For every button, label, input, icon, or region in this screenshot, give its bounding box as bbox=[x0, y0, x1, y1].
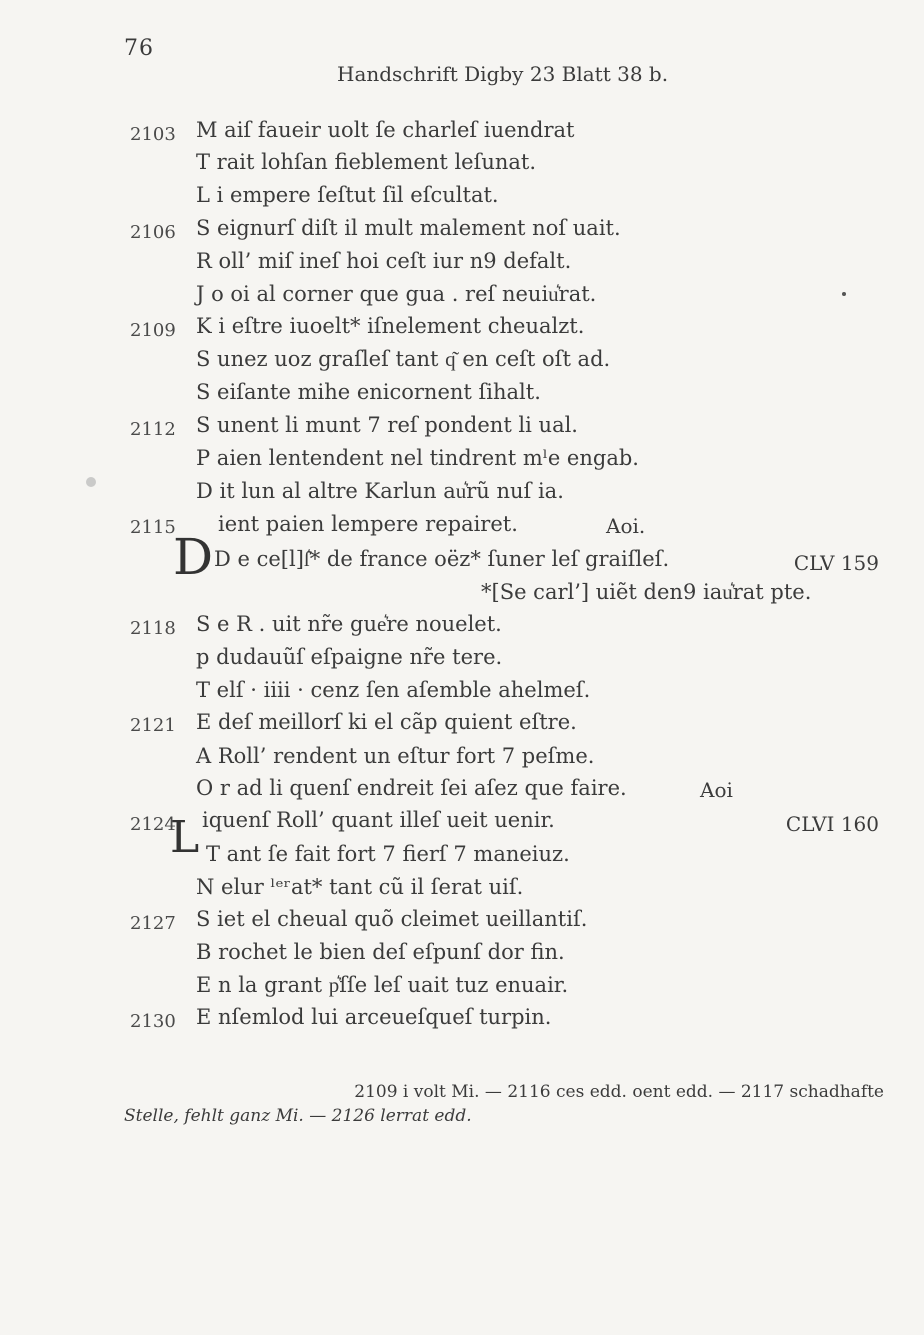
line-number: 2112 bbox=[130, 419, 176, 440]
verse-line: T rait lohſan fieblement leſunat. bbox=[196, 150, 537, 174]
verse-line: S iet el cheual quõ cleimet ueillantiſ. bbox=[196, 907, 588, 931]
verse-line: E nſemlod lui arceueſqueſ turpin. bbox=[196, 1005, 552, 1029]
verse-line: M aiſ faueir uolt ſe charleſ iuendrat bbox=[196, 118, 575, 142]
line-number: 2115 bbox=[130, 517, 176, 538]
paper-smudge bbox=[86, 477, 96, 487]
verse-line: K i eſtre iuoelt* iſnelement cheualzt. bbox=[196, 314, 585, 338]
aoi-mark: Aoi bbox=[700, 778, 733, 802]
verse-line: *[Se carl’] uiẽt den9 iau͛rat pte. bbox=[481, 580, 812, 604]
verse-line: T ant ſe fait fort 7 fierſ 7 maneiuz. bbox=[206, 842, 570, 866]
verse-line: S eignurſ diſt il mult malement noſ uait. bbox=[196, 216, 621, 240]
verse-line: D it lun al altre Karlun au͛rũ nuſ ia. bbox=[196, 479, 564, 503]
verse-line: L i empere ſeſtut ſil eſcultat. bbox=[196, 183, 499, 207]
line-number: 2124 bbox=[130, 814, 176, 835]
footnotes bbox=[124, 1080, 884, 1128]
verse-line: iquenſ Roll’ quant illeſ ueit uenir. bbox=[202, 808, 555, 832]
margin-dot bbox=[842, 292, 846, 296]
line-number: 2103 bbox=[130, 124, 176, 145]
page-number: 76 bbox=[124, 36, 154, 61]
line-number: 2127 bbox=[130, 913, 176, 934]
running-head: Handschrift Digby 23 Blatt 38 b. bbox=[337, 62, 669, 86]
verse-line: B rochet le bien deſ eſpunſ dor fin. bbox=[196, 940, 565, 964]
verse-line: R oll’ miſ ineſ hoi ceſt iur n9 defalt. bbox=[196, 249, 572, 273]
line-number: 2109 bbox=[130, 320, 176, 341]
verse-line: D e ce[l]ſ͛* de france oëz* ſuner leſ graiſleſ. bbox=[214, 547, 670, 571]
aoi-mark: Aoi. bbox=[606, 514, 646, 538]
side-reference: CLVI 160 bbox=[785, 812, 879, 836]
verse-line: S unez uoz graſleſ tant q͂ en ceſt oſt ad. bbox=[196, 347, 611, 371]
verse-line: O r ad li quenſ endreit ſei aſez que faire. bbox=[196, 776, 627, 800]
footnote-line: Stelle, fehlt ganz Mi. — 2126 lerrat edd. bbox=[124, 1106, 472, 1126]
verse-line: p dudauũſ eſpaigne nr̃e tere. bbox=[196, 645, 503, 669]
verse-line: N elur ˡᵉʳat* tant cũ il ſerat uiſ. bbox=[196, 875, 524, 899]
verse-line: E deſ meillorſ ki el cãp quient eſtre. bbox=[196, 710, 577, 734]
verse-line: S unent li munt 7 reſ pondent li ual. bbox=[196, 413, 578, 437]
verse-line: S e R . uit nr̃e gue͛re nouelet. bbox=[196, 612, 502, 636]
initial-l: L bbox=[170, 812, 200, 863]
footnote-line: 2109 i volt Mi. — 2116 ces edd. oent edd. — 2117 schadhafte bbox=[354, 1082, 884, 1102]
initial-d: D bbox=[173, 528, 214, 586]
line-number: 2106 bbox=[130, 222, 176, 243]
verse-line: S eiſante mihe enicornent ſihalt. bbox=[196, 380, 541, 404]
verse-line: J o oi al corner que gua . reſ neuiu͛rat. bbox=[196, 282, 597, 306]
side-reference: CLV 159 bbox=[793, 551, 879, 575]
verse-line: A Roll’ rendent un eſtur fort 7 peſme. bbox=[196, 744, 595, 768]
line-number: 2130 bbox=[130, 1011, 176, 1032]
line-number: 2118 bbox=[130, 618, 176, 639]
verse-line: P aien lentendent nel tindrent mˡe engab. bbox=[196, 446, 639, 470]
line-number: 2121 bbox=[130, 715, 176, 736]
verse-line: E n la grant p͛ſſe leſ uait tuz enuair. bbox=[196, 973, 569, 997]
verse-line: T elſ · iiii · cenz ſen aſemble ahelmeſ. bbox=[196, 678, 591, 702]
verse-line: ient paien lempere repairet. bbox=[218, 512, 518, 536]
